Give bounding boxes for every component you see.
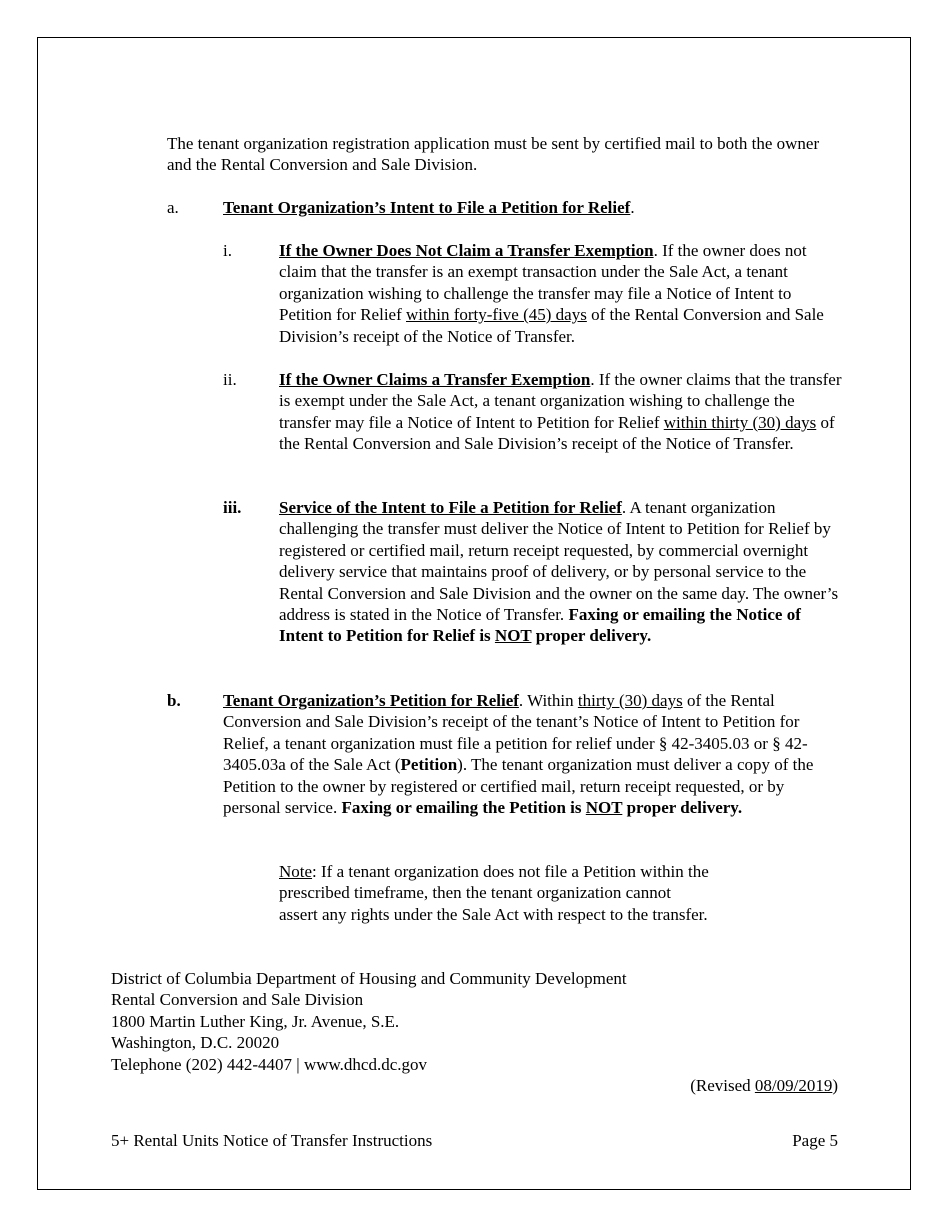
section-b-warning-2: proper delivery. <box>622 798 743 818</box>
section-b-petition-term: Petition <box>400 755 458 775</box>
section-b-deadline: thirty (30) days <box>577 691 683 710</box>
section-a-text <box>223 197 843 218</box>
item-i-text <box>279 240 844 347</box>
item-iii-heading: Service of the Intent to File a Petition for Relief <box>279 498 622 517</box>
note-text: : If a tenant organization does not file a Petition within the prescribed timeframe, then the tenant organization cannot assert any rights under the Sale Act with respect to the transfer. <box>279 862 709 924</box>
address-line-contact: Telephone (202) 442-4407 | www.dhcd.dc.gov <box>111 1054 428 1074</box>
item-ii-marker: ii. <box>223 370 237 389</box>
item-iii-warning-not: NOT <box>494 626 532 646</box>
section-b-body-1: . Within <box>518 691 578 710</box>
revised-prefix: (Revised <box>690 1076 755 1095</box>
section-a-heading: Tenant Organization’s Intent to File a Petition for Relief <box>223 198 631 217</box>
item-iii-marker: iii. <box>223 498 242 517</box>
section-a-heading-end: . <box>630 198 635 217</box>
item-ii-body-2: of the Rental Conversion and Sale Division’s receipt of the Notice of Transfer. <box>279 412 835 454</box>
item-i-body-1: . If the owner does not claim that the transfer is an exempt transaction under the Sale Act, a tenant organization wishing to challenge the transfer may file a Notice of Intent to Petition for Relief <box>279 241 807 325</box>
item-ii-text <box>279 369 844 455</box>
revised-date-value: 08/09/2019 <box>754 1076 833 1095</box>
revised-date <box>690 1075 838 1096</box>
section-b-heading: Tenant Organization’s Petition for Relief <box>223 691 519 710</box>
item-ii-deadline: within thirty (30) days <box>663 412 817 432</box>
item-ii-heading: If the Owner Claims a Transfer Exemption <box>279 370 591 389</box>
section-b-body-2: of the Rental Conversion and Sale Division’s receipt of the tenant’s Notice of Intent to Petition for Relief, a tenant organization must file a petition for relief under § 42-3405.03 or § 42-3405.03a of the Sale Act ( <box>223 691 808 775</box>
item-i-deadline: within forty-five (45) days <box>406 305 587 325</box>
address-line-division: Rental Conversion and Sale Division <box>111 990 364 1010</box>
agency-address <box>111 968 811 1075</box>
note-paragraph <box>279 861 709 925</box>
item-iii-body: . A tenant organization challenging the transfer must deliver the Notice of Intent to Petition for Relief by registered or certified mail, return receipt requested, by commercial overnight delivery service that maintains proof of delivery, or by personal service to the Rental Conversion and Sale Division and the owner on the same day. The owner’s address is stated in the Notice of Transfer. <box>279 498 839 625</box>
item-i-heading: If the Owner Does Not Claim a Transfer Exemption <box>279 241 654 260</box>
item-iii-warning-1: Faxing or emailing the Notice of Intent to Petition for Relief is <box>279 605 801 646</box>
footer-page-number: Page 5 <box>792 1131 838 1150</box>
section-b-marker: b. <box>167 691 181 710</box>
item-iii-text <box>279 497 844 647</box>
address-line-street: 1800 Martin Luther King, Jr. Avenue, S.E. <box>111 1011 400 1031</box>
address-line-city: Washington, D.C. 20020 <box>111 1033 280 1053</box>
section-b-text <box>223 690 843 818</box>
section-b-warning-not: NOT <box>585 798 623 818</box>
item-i-body-2: of the Rental Conversion and Sale Division’s receipt of the Notice of Transfer. <box>279 305 824 346</box>
item-ii-body-1: . If the owner claims that the transfer is exempt under the Sale Act, a tenant organization wishing to challenge the transfer may file a Notice of Intent to Petition for Relief <box>279 370 842 432</box>
section-a-marker: a. <box>167 198 179 217</box>
address-line-agency: District of Columbia Department of Housing and Community Development <box>111 969 627 988</box>
item-iii-warning-2: proper delivery. <box>531 626 652 646</box>
footer-document-title: 5+ Rental Units Notice of Transfer Instructions <box>111 1131 433 1150</box>
item-i-marker: i. <box>223 241 232 260</box>
note-label: Note <box>279 862 313 881</box>
intro-paragraph: The tenant organization registration application must be sent by certified mail to both the owner and the Rental Conversion and Sale Division. <box>167 134 820 175</box>
section-b-body-3: ). The tenant organization must deliver a copy of the Petition to the owner by registered or certified mail, return receipt requested, or by personal service. <box>223 755 814 818</box>
revised-suffix: ) <box>832 1076 838 1095</box>
section-b-warning-1: Faxing or emailing the Petition is <box>341 798 586 818</box>
